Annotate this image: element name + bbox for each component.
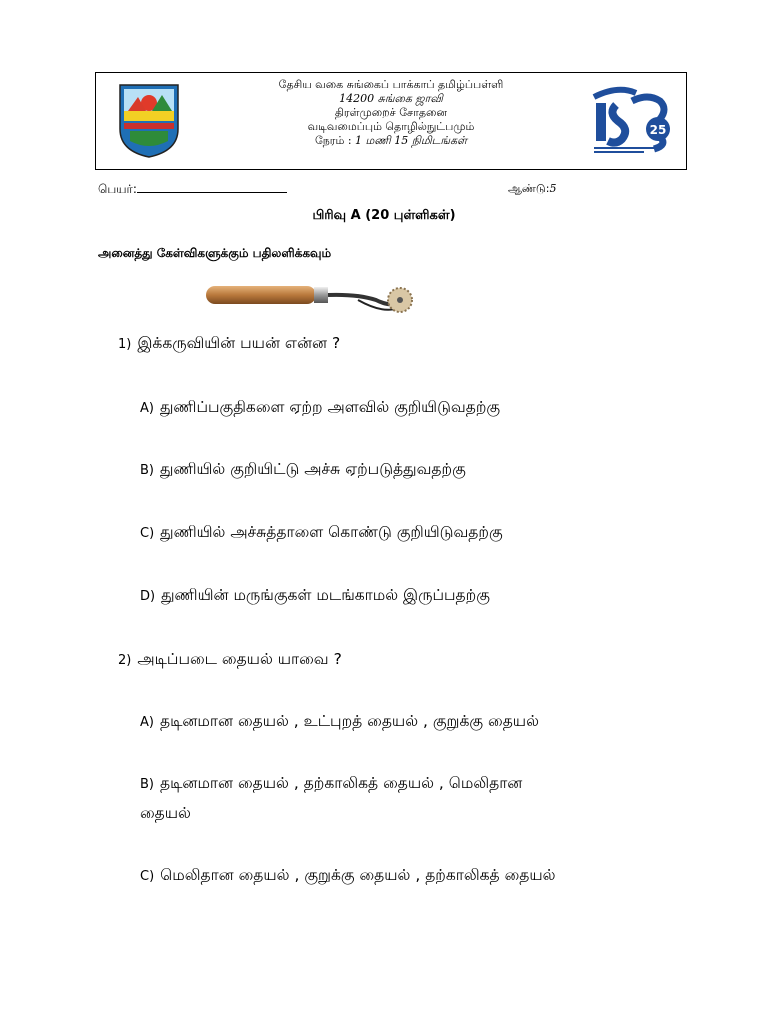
option-text: மெலிதான தையல் , குறுக்கு தையல் , தற்காலிகத் தையல்: [160, 866, 556, 884]
student-name-row: [98, 180, 287, 198]
q1-option-c[interactable]: [140, 519, 700, 547]
option-text: துணியின் மருங்குகள் மடங்காமல் இருப்பதற்கு: [161, 586, 490, 604]
instruction: அனைத்து கேள்விகளுக்கும் பதிலளிக்கவும்: [98, 246, 332, 260]
option-letter: B): [140, 463, 154, 478]
section-title: பிரிவு A (20 புள்ளிகள்): [312, 208, 456, 223]
name-field[interactable]: [137, 180, 287, 193]
option-text-continued: தையல்: [140, 804, 191, 822]
exam-time: [246, 134, 536, 148]
question-2: [118, 648, 342, 672]
year-value: 5: [549, 182, 557, 195]
question-text: அடிப்படை தையல் யாவை ?: [137, 650, 342, 668]
school-logo: [116, 81, 182, 159]
question-text: இக்கருவியின் பயன் என்ன ?: [137, 334, 341, 352]
school-address: 14200 சுங்கை ஜாவி: [339, 92, 443, 105]
school-header-text: [246, 78, 536, 148]
q2-option-a[interactable]: [140, 708, 700, 736]
option-text: துணிப்பகுதிகளை ஏற்ற அளவில் குறியிடுவதற்கு: [159, 398, 501, 416]
program-logo-number: 25: [649, 123, 667, 137]
question-1: [118, 332, 340, 356]
q2-option-b[interactable]: [140, 770, 700, 798]
q1-option-d[interactable]: [140, 582, 700, 610]
option-letter: C): [140, 526, 155, 541]
option-letter: B): [140, 777, 154, 792]
school-name: தேசிய வகை சுங்கைப் பாக்காப் தமிழ்ப்பள்ளி: [278, 78, 504, 91]
option-letter: A): [140, 715, 154, 730]
option-letter: D): [140, 589, 156, 604]
time-label: நேரம் :: [314, 134, 356, 147]
subject-name: வடிவமைப்பும் தொழில்நுட்பமும்: [307, 120, 475, 133]
option-text: துணியில் குறியிட்டு அச்சு ஏற்படுத்துவதற்கு: [160, 460, 466, 478]
exam-header: [95, 72, 687, 170]
name-label: பெயர்:: [98, 182, 137, 196]
option-letter: C): [140, 869, 155, 884]
option-text: தடினமான தையல் , உட்புறத் தையல் , குறுக்கு தையல்: [159, 712, 539, 730]
option-text: தடினமான தையல் , தற்காலிகத் தையல் , மெலிதான: [160, 774, 523, 792]
year-label: ஆண்டு:: [508, 182, 550, 195]
q2-option-c[interactable]: [140, 862, 700, 890]
q1-option-a[interactable]: [140, 394, 700, 422]
q1-option-b[interactable]: [140, 456, 700, 484]
question-number: 2): [118, 653, 132, 668]
exam-name: திரள்முறைச் சோதனை: [334, 106, 448, 119]
option-text: துணியில் அச்சுத்தாளை கொண்டு குறியிடுவதற்கு: [160, 523, 503, 541]
year-row: [508, 182, 556, 197]
tracing-wheel-image: [198, 270, 450, 324]
question-number: 1): [118, 337, 132, 352]
time-value: 1 மணி 15 நிமிடங்கள்: [355, 134, 468, 147]
program-logo: [588, 83, 678, 157]
q2-option-b-continued: [140, 800, 700, 826]
option-letter: A): [140, 401, 154, 416]
